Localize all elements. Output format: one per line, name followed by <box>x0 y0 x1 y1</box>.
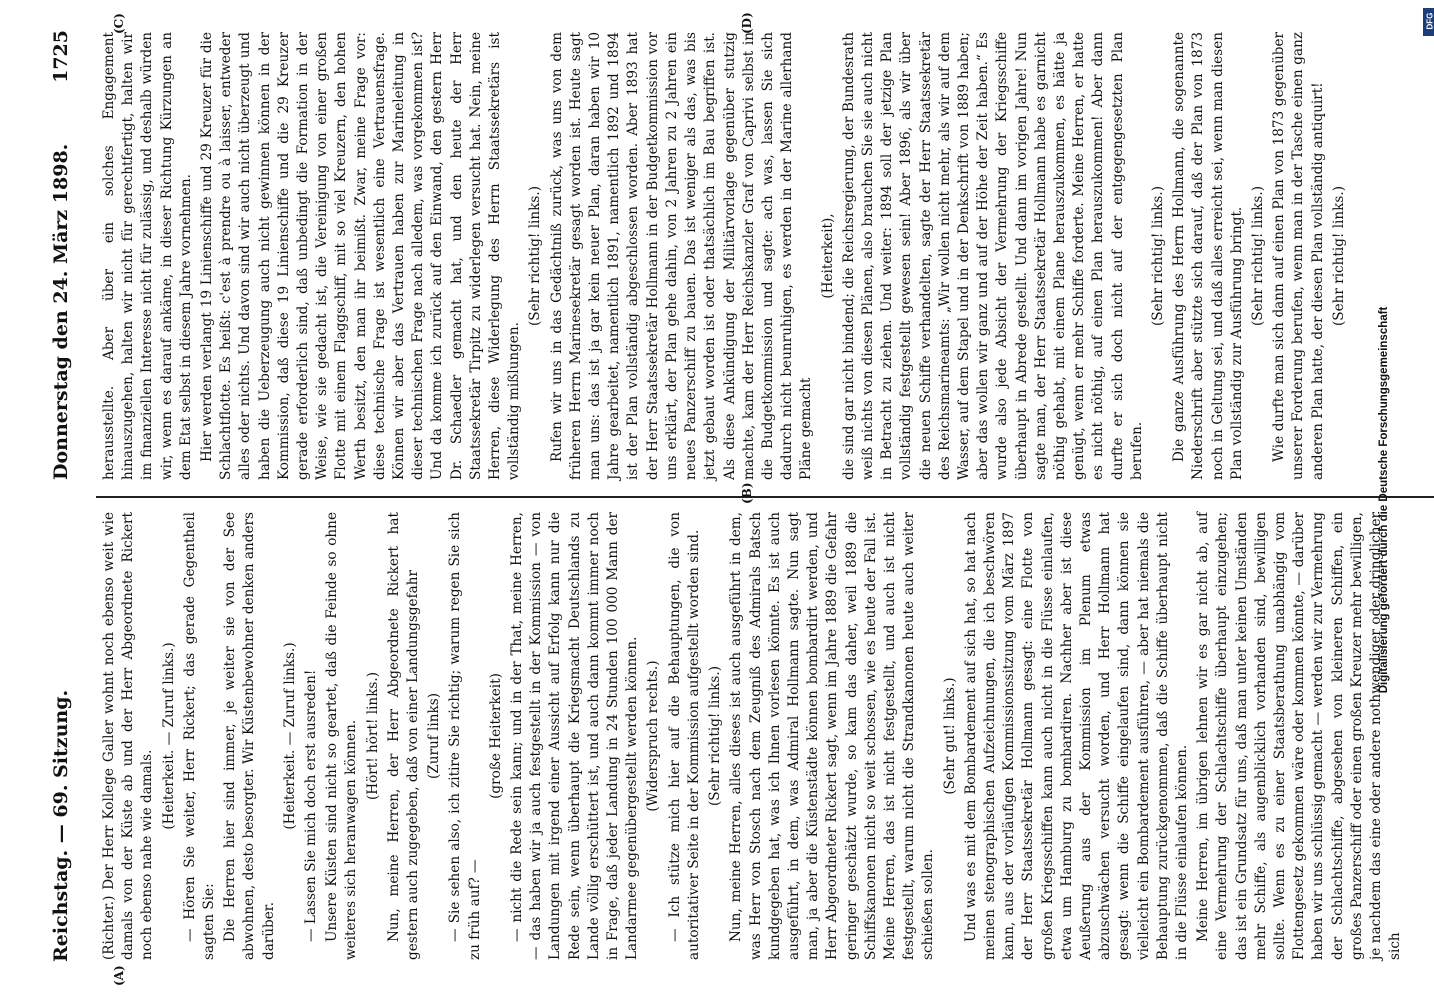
paragraph: — Ich stütze mich hier auf die Behauptungen, die von autoritativer Seite in der Kommission aufgestellt worden sind. <box>666 512 702 960</box>
paragraph: Nun, meine Herren, alles dieses ist auch ausgeführt in dem, was Herr von Stosch nach dem Zeugniß des Admirals Batsch kundgegeben hat, was ich Ihnen vorlesen könnte. Es ist auch ausgeführt, in dem, was Admiral Hollmann sagte. Nun sagt man, ja aber die Küstenstädte können bombardirt werden, und Herr Abgeordneter Rickert sagt, wenn im Jahre 1889 die Gefahr geringer geschätzt wurde, so kam das daher, weil 1889 die Schiffskanonen nicht so weit schossen, wie es heute der Fall ist. Meine Herren, das ist nicht festgestellt, und auch ist nicht festgestellt, warum nicht die Strandkanonen heute auch weiter schießen sollen. <box>728 512 937 960</box>
interjection: (Sehr richtig! links.) <box>527 185 544 327</box>
header-date: Donnerstag den 24. März 1898. <box>50 143 72 480</box>
paragraph: Rufen wir uns in das Gedächtniß zurück, was uns von dem früheren Herrn Marinesekretär gesagt worden ist. Heute sagt man uns: das ist ja gar kein neuer Plan, daran haben wir 10 Jahre gearbeitet, namentlich 1891, namentlich 1892 und 1894 ist der Plan vollständig abgeschlossen worden. Aber 1893 hat der Herr Staatssekretär Hollmann in der Budgetkommission vor uns erklärt, der Plan gehe dahin, von 2 Jahren zu 2 Jahren ein neues Panzerschiff zu bauen. Das ist weniger als das, was bis jetzt gebaut worden ist oder thatsächlich im Bau begriffen ist. Als diese Ankündigung der Militärvorlage gegenüber stutzig machte, kam der Herr Reichskanzler Graf von Caprivi selbst in die Budgetkommission und sagte: ach was, lassen Sie sich dadurch nicht beunruhigen, es werden in der Marine allerhand Pläne gemacht <box>548 32 815 480</box>
paragraph: Hier werden verlangt 19 Linienschiffe und 29 Kreuzer für die Schlachtflotte. Es heißt: c'est à prendre ou à laisser, entweder alles oder nichts. Und davon sind wir auch nicht überzeugt und haben die Ueberzeugung auch nicht gewinnen können in der Kommission, daß diese 19 Linienschiffe und die 29 Kreuzer gerade erforderlich sind, daß unbedingt die Formation in der Weise, wie sie gedacht ist, die Vereinigung von einer großen Flotte mit einem Flaggschiff, mit so viel Kreuzern, den hohen Werth besitzt, den man ihr beimißt. Zwar, meine Frage vor: diese technische Frage ist wesentlich eine Vertrauensfrage. Können wir aber das Vertrauen haben zur Marineleitung in dieser technischen Frage nach alledem, was vorgekommen ist? Und da komme ich zurück auf den Einwand, den gestern Herr Dr. Schaedler gemacht hat, und den heute der Herr Staatssekretär Tirpitz zu widerlegen versucht hat. Nein, meine Herren, diese Widerlegung des Herrn Staatssekretärs ist vollständig mißlungen. <box>199 32 523 480</box>
interjection: (Sehr richtig! links.) <box>707 665 724 807</box>
dfg-logo: DFG <box>1423 8 1434 36</box>
paragraph: Die ganze Ausführung des Herrn Hollmann, die sogenannte Niederschrift aber stützte sich darauf, daß der Plan von 1873 noch in Geltung sei, und daß alles erreicht sei, wenn man diesen Plan vollständig zur Ausführung bringt. <box>1171 32 1245 480</box>
text-column-left <box>100 512 1407 960</box>
interjection: (Hört! hört! links.) <box>364 671 381 801</box>
paragraph: — Sie sehen also, ich zitire Sie richtig; warum regen Sie sich zu früh auf? — <box>447 512 483 960</box>
margin-mark-a: (A) <box>112 965 126 986</box>
interjection: (Sehr gut! links.) <box>941 677 958 795</box>
interjection: (Sehr richtig! links.) <box>1249 185 1266 327</box>
margin-mark-b: (B) <box>740 482 754 504</box>
interjection: (große Heiterkeit) <box>487 673 504 799</box>
text-column-right <box>100 32 1351 480</box>
paragraph: Meine Herren, im übrigen lehnen wir es gar nicht ab, auf eine Vermehrung der Schlachtschiffe überhaupt einzugehen; das ist ein Grundsatz für uns, daß man unter keinen Umständen mehr Schiffe, als augenblicklich vorhanden sind, bewilligen sollte. Wenn es zu einer Staatsberathung unabhängig vom Flottengesetz gekommen wäre oder kommen könnte, — darüber haben wir uns schlüssig gemacht — werden wir zur Vermehrung der Schlachtschiffe, abgesehen von kleineren Schiffen, ein großes Panzerschiff oder einen großen Kreuzer mehr bewilligen, je nachdem das eine oder andere nothwendiger oder dringlicher sich <box>1195 512 1404 960</box>
interjection: (Heiterkeit. — Zuruf links.) <box>160 642 177 830</box>
interjection: (Heiterkeit. — Zuruf links.) <box>281 642 298 830</box>
margin-mark-c: (C) <box>112 13 126 34</box>
paragraph: Und was es mit dem Bombardement auf sich hat, so hat nach meinen stenographischen Aufzeichnungen, die ich beschwören kann, aus der vorläufigen Kommissionssitzung vom März 1897 der Herr Staatssekretär Hollmann gesagt: eine Flotte von großen Kriegsschiffen kann auch nicht in die Flüsse einlaufen, etwa um Hamburg zu bombardiren. Nachher aber ist diese Aeußerung aus der Kommission im Plenum etwas abzuschwächen versucht worden, und Herr Hollmann hat gesagt: wenn die Schiffe eingelaufen sind, dann können sie vielleicht ein Bombardement ausführen, — aber hat niemals die Behauptung zurückgenommen, daß die Schiffe überhaupt nicht in die Flüsse einlaufen können. <box>962 512 1190 960</box>
paragraph: (Richter.) Der Herr Kollege Galler wohnt noch ebenso weit wie damals von der Küste ab und der Herr Abgeordnete Rickert noch ebenso nahe wie damals. <box>101 512 156 960</box>
paragraph: — Hören Sie weiter, Herr Rickert; das gerade Gegentheil sagten Sie: <box>181 512 218 960</box>
interjection: (Widerspruch rechts.) <box>645 660 662 812</box>
interjection: (Heiterkeit), <box>819 213 836 299</box>
paragraph: herausstellte. Aber über ein solches Engagement hinauszugehen, halten wir nicht für gerechtfertigt, halten wir im finanziellen Interesse nicht für zulässig, und deshalb würden wir, wenn es darauf ankäme, in dieser Richtung Kürzungen an dem Etat selbst in diesem Jahre vornehmen. <box>101 32 194 480</box>
page-header <box>50 0 82 1000</box>
page-number: 1725 <box>50 30 72 83</box>
margin-mark-d: (D) <box>740 12 754 34</box>
header-left: Reichstag. — 69. Sitzung. <box>50 689 72 962</box>
quote: Die Herren hier sind immer, je weiter sie von der See abwohnen, desto besorgter. Wir Küstenbewohner denken anders darüber. <box>222 512 277 960</box>
interjection: (Sehr richtig! links.) <box>1149 185 1166 327</box>
paragraph: — Lassen Sie mich doch erst ausreden! <box>303 669 320 942</box>
paragraph: die sind gar nicht bindend; die Reichsregierung, der Bundesrath weiß nichts von diesen Plänen, also brauchen Sie sie auch nicht in Betracht zu ziehen. Und weiter: 1894 soll der jetzige Plan vollständig festgestellt gewesen sein! Aber 1896, als wir über die neuen Schiffe verhandelten, sagte der Herr Staatssekretär des Reichsmarineamts: „Wir wollen nicht mehr, als wir auf dem Wasser, auf dem Stapel und in der Denkschrift von 1889 haben; aber das wollen wir ganz und auf der Höhe der Zeit haben.“ Es wurde also jede Absicht der Vermehrung der Kriegsschiffe überhaupt in Abrede gestellt. Und dann im vorigen Jahre! Nun sagte man, der Herr Staatssekretär Hollmann habe es garnicht nöthig gehabt, mit einem Plane herauszukommen, es hätte ja genügt, wenn er mehr Schiffe forderte. Meine Herren, er hatte es nicht nöthig, auf einen Plan herauszukommen! Aber dann durfte er sich doch nicht auf der entgegengesetzten Plan berufen. <box>840 32 1145 480</box>
quote: Unsere Küsten sind nicht so geartet, daß die Feinde so ohne weiteres sich heranwagen können. <box>324 512 360 960</box>
interjection: (Zuruf links) <box>426 692 443 780</box>
digitization-note: Digitalisierung gefördert durch die Deutsche Forschungsgemeinschaft <box>1378 306 1390 694</box>
column-divider <box>96 496 1434 498</box>
interjection: (Sehr richtig! links.) <box>1330 185 1347 327</box>
paragraph: — nicht die Rede sein kann; und in der That, meine Herren, — das haben wir ja auch festgestellt in der Kommission — von Landungen mit irgend einer Aussicht auf Erfolg kann nur die Rede sein, wenn überhaupt die Kriegsmacht Deutschlands zu Lande völlig erschüttert ist, und auch dann kommt immer noch in Frage, daß jeder Landung in 24 Stunden 100 000 Mann der Landarmee gegenübergestellt werden können. <box>509 512 641 960</box>
paragraph: Nun, meine Herren, der Herr Abgeordnete Rickert hat gestern auch zugegeben, daß von einer Landungsgefahr <box>385 512 422 960</box>
paragraph: Wie durfte man sich dann auf einen Plan von 1873 gegenüber unserer Forderung berufen, wenn man in der Tasche einen ganz anderen Plan hatte, der diesen Plan vollständig antiquirt! <box>1271 32 1326 480</box>
